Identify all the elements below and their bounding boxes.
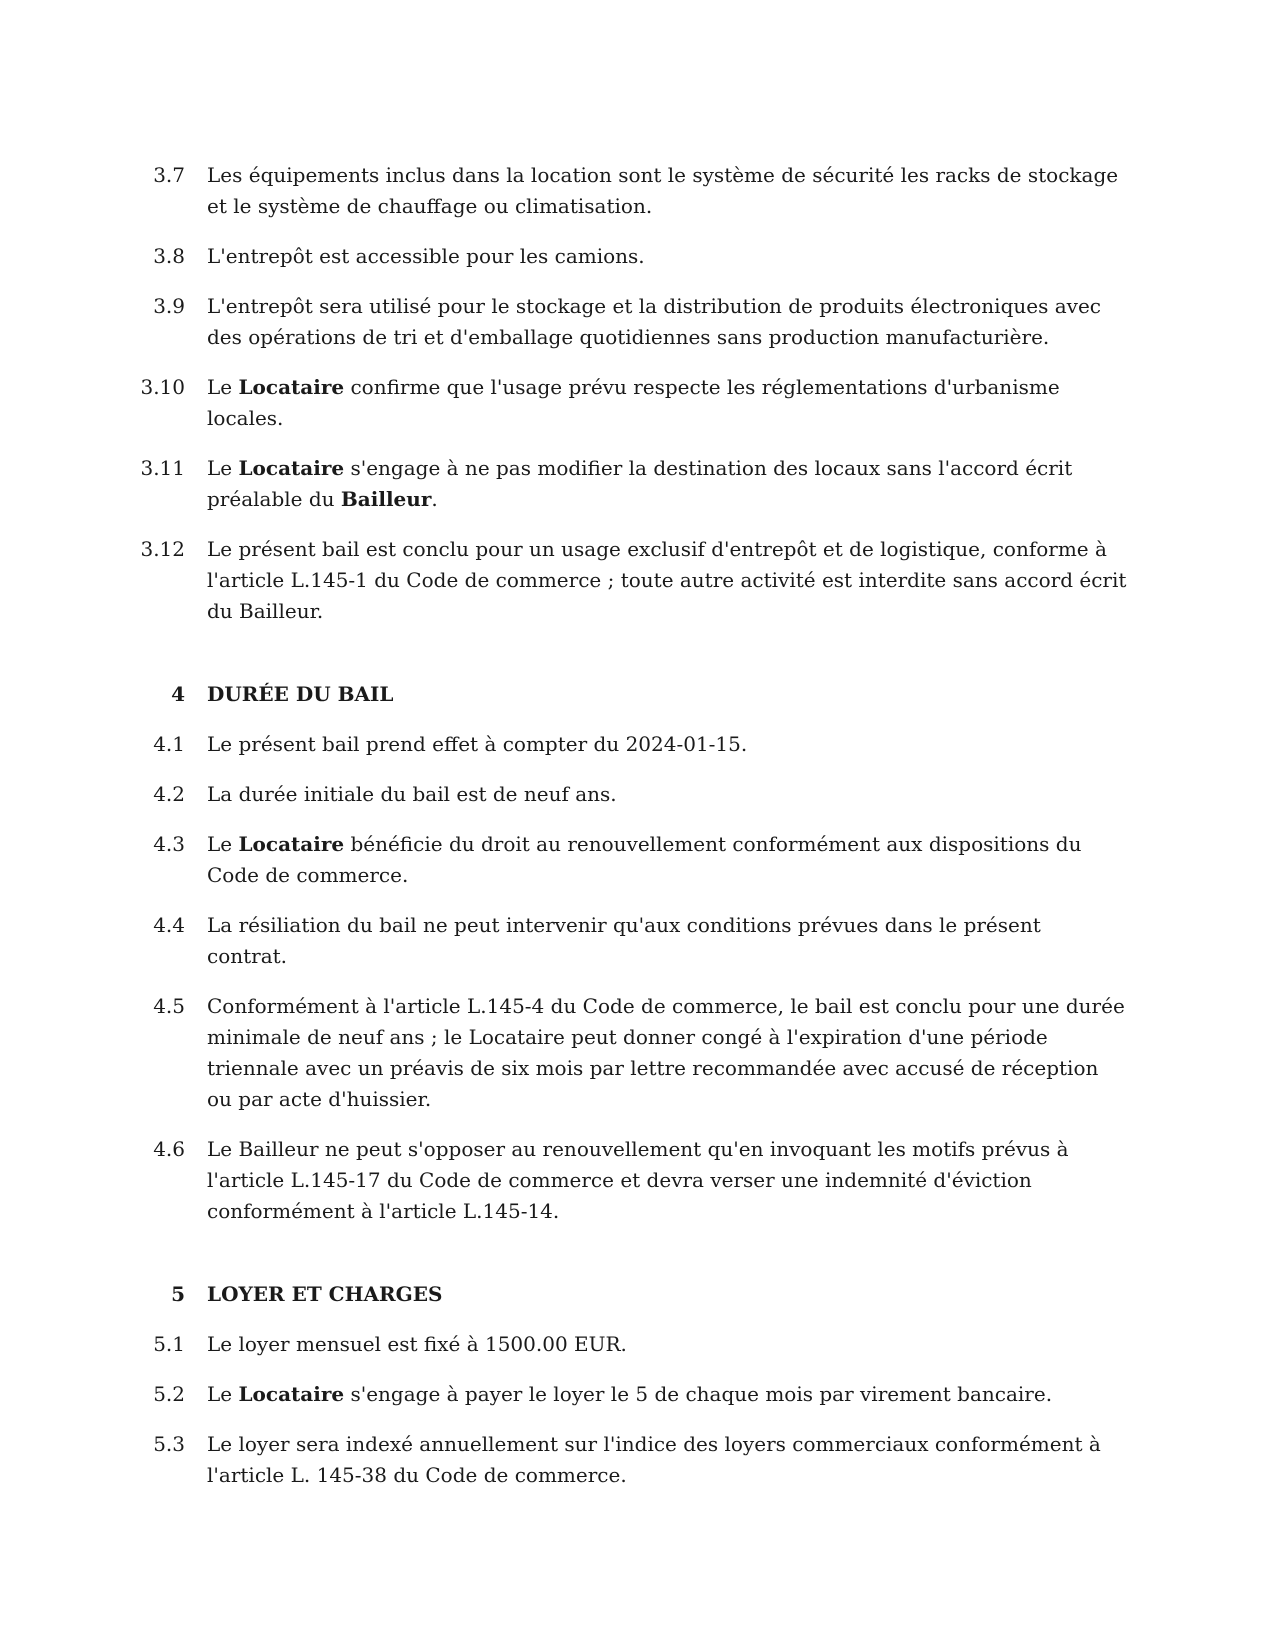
text-segment: L'entrepôt sera utilisé pour le stockage et la distribution de produits électroniques avec des opérations de tri et d'emballage quotidiennes sans production manufacturière. bbox=[207, 294, 1101, 349]
clause-item bbox=[0, 779, 1275, 810]
clause-item bbox=[0, 729, 1275, 760]
clause-number: 4.4 bbox=[153, 913, 185, 937]
text-segment: Le présent bail est conclu pour un usage exclusif d'entrepôt et de logistique, conforme à l'article L.145-1 du Code de commerce ; toute autre activité est interdite sans accord écrit du Bailleur. bbox=[207, 537, 1127, 623]
clause-text bbox=[207, 534, 1127, 627]
clause-number: 5.1 bbox=[153, 1332, 185, 1356]
bold-term: Locataire bbox=[238, 832, 345, 856]
text-segment: La durée initiale du bail est de neuf ans. bbox=[207, 782, 617, 806]
clause-item bbox=[0, 1379, 1275, 1410]
clause-number: 5.2 bbox=[153, 1382, 185, 1406]
clause-text bbox=[207, 829, 1127, 891]
clause-text bbox=[207, 291, 1127, 353]
bold-term: Locataire bbox=[238, 1382, 345, 1406]
section-heading-4 bbox=[0, 679, 1275, 710]
clause-text bbox=[207, 991, 1127, 1115]
text-segment: Le bbox=[207, 456, 239, 480]
clause-item bbox=[0, 160, 1275, 222]
clause-number: 3.7 bbox=[153, 163, 185, 187]
text-segment: confirme que l'usage prévu respecte les réglementations d'urbanisme locales. bbox=[207, 375, 1060, 430]
clause-item bbox=[0, 241, 1275, 272]
section-number: 4 bbox=[171, 682, 185, 706]
clause-text bbox=[207, 453, 1127, 515]
text-segment: s'engage à ne pas modifier la destination des locaux sans l'accord écrit préalable du bbox=[207, 456, 1073, 511]
clause-text bbox=[207, 1134, 1127, 1227]
section-title: DURÉE DU BAIL bbox=[207, 682, 394, 706]
clause-item bbox=[0, 1329, 1275, 1360]
text-segment: Les équipements inclus dans la location sont le système de sécurité les racks de stockage et le système de chauffage ou climatisation. bbox=[207, 163, 1119, 218]
clause-number: 4.5 bbox=[153, 994, 185, 1018]
bold-term: Locataire bbox=[238, 456, 345, 480]
clause-number: 4.6 bbox=[153, 1137, 185, 1161]
text-segment: Le loyer sera indexé annuellement sur l'indice des loyers commerciaux conformément à l'article L. 145-38 du Code de commerce. bbox=[207, 1432, 1101, 1487]
text-segment: Le Bailleur ne peut s'opposer au renouvellement qu'en invoquant les motifs prévus à l'article L.145-17 du Code de commerce et devra verser une indemnité d'éviction conformément à l'article L.145-14. bbox=[207, 1137, 1069, 1223]
text-segment: Le bbox=[207, 1382, 239, 1406]
section-4-clauses bbox=[0, 729, 1275, 1227]
clause-item bbox=[0, 291, 1275, 353]
text-segment: L'entrepôt est accessible pour les camions. bbox=[207, 244, 645, 268]
section-5-clauses bbox=[0, 1329, 1275, 1491]
bold-term: Locataire bbox=[238, 375, 345, 399]
clause-number: 3.11 bbox=[140, 456, 185, 480]
clause-item bbox=[0, 991, 1275, 1115]
text-segment: s'engage à payer le loyer le 5 de chaque mois par virement bancaire. bbox=[344, 1382, 1053, 1406]
clause-number: 5.3 bbox=[153, 1432, 185, 1456]
clause-number: 4.1 bbox=[153, 732, 185, 756]
clause-text bbox=[207, 160, 1127, 222]
clause-text bbox=[207, 241, 1127, 272]
clause-item bbox=[0, 372, 1275, 434]
clause-item bbox=[0, 829, 1275, 891]
section-number: 5 bbox=[171, 1282, 185, 1306]
clause-text bbox=[207, 910, 1127, 972]
section-heading-5 bbox=[0, 1279, 1275, 1310]
clause-text bbox=[207, 1379, 1127, 1410]
clause-text bbox=[207, 779, 1127, 810]
text-segment: bénéficie du droit au renouvellement conformément aux dispositions du Code de commerce. bbox=[207, 832, 1082, 887]
text-segment: Le bbox=[207, 375, 239, 399]
clause-number: 3.9 bbox=[153, 294, 185, 318]
clause-number: 4.3 bbox=[153, 832, 185, 856]
clause-item bbox=[0, 1429, 1275, 1491]
clause-text bbox=[207, 1329, 1127, 1360]
clause-item bbox=[0, 1134, 1275, 1227]
section-3-clauses bbox=[0, 160, 1275, 627]
document-content bbox=[0, 160, 1275, 1510]
clause-number: 3.12 bbox=[140, 537, 185, 561]
text-segment: Conformément à l'article L.145-4 du Code de commerce, le bail est conclu pour une durée minimale de neuf ans ; le Locataire peut donner congé à l'expiration d'une période triennale avec un préavis de six mois par lettre recommandée avec accusé de réception ou par acte d'huissier. bbox=[207, 994, 1125, 1111]
clause-item bbox=[0, 910, 1275, 972]
clause-text bbox=[207, 1429, 1127, 1491]
text-segment: La résiliation du bail ne peut intervenir qu'aux conditions prévues dans le présent contrat. bbox=[207, 913, 1041, 968]
text-segment: Le loyer mensuel est fixé à 1500.00 EUR. bbox=[207, 1332, 627, 1356]
text-segment: Le bbox=[207, 832, 239, 856]
text-segment: . bbox=[431, 487, 438, 511]
clause-item bbox=[0, 453, 1275, 515]
clause-number: 4.2 bbox=[153, 782, 185, 806]
clause-number: 3.10 bbox=[140, 375, 185, 399]
clause-item bbox=[0, 534, 1275, 627]
bold-term: Bailleur bbox=[340, 487, 432, 511]
section-title: LOYER ET CHARGES bbox=[207, 1282, 443, 1306]
clause-number: 3.8 bbox=[153, 244, 185, 268]
clause-text bbox=[207, 372, 1127, 434]
clause-text bbox=[207, 729, 1127, 760]
text-segment: Le présent bail prend effet à compter du 2024-01-15. bbox=[207, 732, 748, 756]
